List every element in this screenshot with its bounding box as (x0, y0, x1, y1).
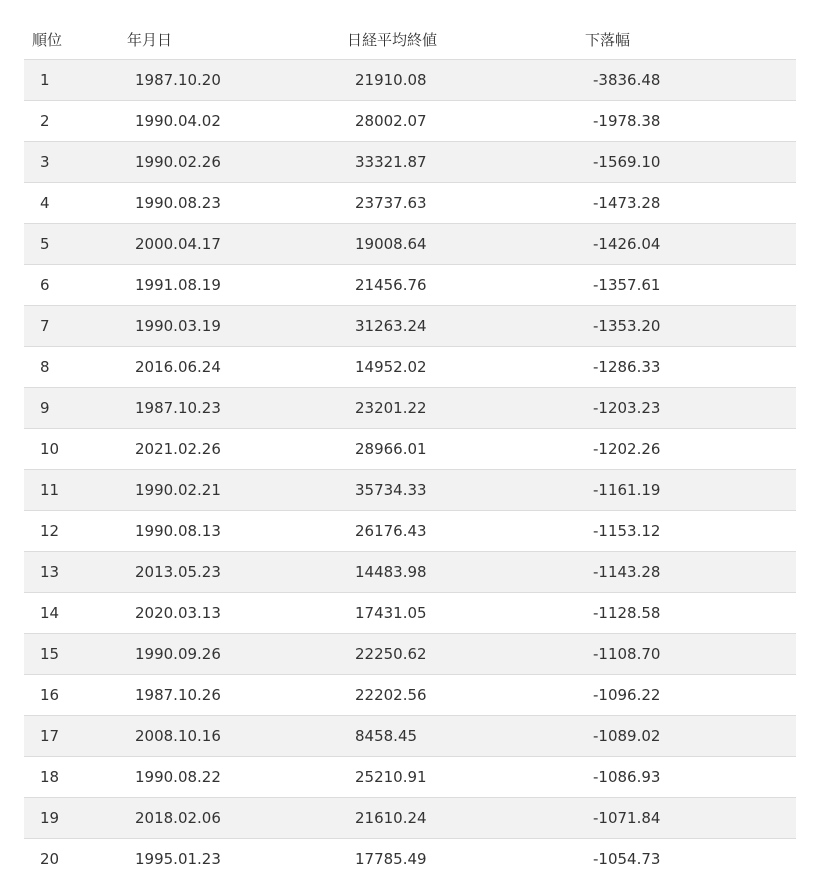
header-drop: 下落幅 (577, 19, 796, 60)
cell-drop: -1108.70 (577, 634, 796, 675)
table-row (24, 183, 796, 224)
cell-close: 31263.24 (339, 306, 577, 347)
cell-drop: -3836.48 (577, 60, 796, 101)
header-row (24, 19, 796, 60)
cell-close: 23737.63 (339, 183, 577, 224)
cell-rank: 2 (24, 101, 119, 142)
cell-rank: 9 (24, 388, 119, 429)
cell-close: 17785.49 (339, 839, 577, 879)
cell-close: 28966.01 (339, 429, 577, 470)
cell-date: 1990.03.19 (119, 306, 339, 347)
table-row (24, 224, 796, 265)
cell-drop: -1357.61 (577, 265, 796, 306)
table-row (24, 511, 796, 552)
cell-drop: -1161.19 (577, 470, 796, 511)
cell-rank: 13 (24, 552, 119, 593)
cell-close: 28002.07 (339, 101, 577, 142)
cell-rank: 14 (24, 593, 119, 634)
table-row (24, 593, 796, 634)
cell-drop: -1473.28 (577, 183, 796, 224)
cell-date: 1987.10.26 (119, 675, 339, 716)
table-row (24, 470, 796, 511)
cell-rank: 19 (24, 798, 119, 839)
cell-drop: -1089.02 (577, 716, 796, 757)
cell-rank: 4 (24, 183, 119, 224)
cell-close: 21910.08 (339, 60, 577, 101)
cell-close: 14483.98 (339, 552, 577, 593)
cell-close: 22250.62 (339, 634, 577, 675)
cell-close: 8458.45 (339, 716, 577, 757)
cell-close: 35734.33 (339, 470, 577, 511)
header-date: 年月日 (119, 19, 339, 60)
table-row (24, 306, 796, 347)
table-header (24, 19, 796, 60)
cell-rank: 1 (24, 60, 119, 101)
cell-date: 1990.08.13 (119, 511, 339, 552)
cell-drop: -1096.22 (577, 675, 796, 716)
table-row (24, 716, 796, 757)
cell-date: 1987.10.20 (119, 60, 339, 101)
cell-date: 2008.10.16 (119, 716, 339, 757)
cell-close: 23201.22 (339, 388, 577, 429)
cell-date: 1990.09.26 (119, 634, 339, 675)
cell-rank: 3 (24, 142, 119, 183)
cell-drop: -1426.04 (577, 224, 796, 265)
cell-drop: -1143.28 (577, 552, 796, 593)
cell-rank: 8 (24, 347, 119, 388)
cell-drop: -1128.58 (577, 593, 796, 634)
table-row (24, 757, 796, 798)
cell-rank: 5 (24, 224, 119, 265)
header-rank: 順位 (24, 19, 119, 60)
table-row (24, 347, 796, 388)
nikkei-drop-ranking-table (24, 19, 796, 879)
cell-rank: 7 (24, 306, 119, 347)
cell-date: 1991.08.19 (119, 265, 339, 306)
cell-date: 1990.08.22 (119, 757, 339, 798)
table-row (24, 429, 796, 470)
cell-date: 1995.01.23 (119, 839, 339, 879)
cell-drop: -1286.33 (577, 347, 796, 388)
table-row (24, 798, 796, 839)
cell-close: 21456.76 (339, 265, 577, 306)
table-row (24, 388, 796, 429)
cell-date: 2000.04.17 (119, 224, 339, 265)
cell-close: 19008.64 (339, 224, 577, 265)
table-body (24, 60, 796, 879)
cell-drop: -1054.73 (577, 839, 796, 879)
table-row (24, 265, 796, 306)
cell-close: 14952.02 (339, 347, 577, 388)
cell-drop: -1569.10 (577, 142, 796, 183)
cell-rank: 18 (24, 757, 119, 798)
cell-date: 1987.10.23 (119, 388, 339, 429)
table-row (24, 142, 796, 183)
cell-close: 33321.87 (339, 142, 577, 183)
cell-date: 2016.06.24 (119, 347, 339, 388)
table-row (24, 675, 796, 716)
cell-close: 22202.56 (339, 675, 577, 716)
cell-date: 2013.05.23 (119, 552, 339, 593)
cell-date: 1990.02.21 (119, 470, 339, 511)
cell-rank: 6 (24, 265, 119, 306)
cell-rank: 20 (24, 839, 119, 879)
cell-date: 1990.08.23 (119, 183, 339, 224)
cell-date: 1990.02.26 (119, 142, 339, 183)
cell-close: 25210.91 (339, 757, 577, 798)
table-row (24, 101, 796, 142)
cell-close: 17431.05 (339, 593, 577, 634)
cell-close: 21610.24 (339, 798, 577, 839)
cell-date: 2021.02.26 (119, 429, 339, 470)
cell-drop: -1071.84 (577, 798, 796, 839)
cell-date: 2020.03.13 (119, 593, 339, 634)
cell-drop: -1153.12 (577, 511, 796, 552)
table-row (24, 60, 796, 101)
table-row (24, 839, 796, 879)
cell-rank: 11 (24, 470, 119, 511)
cell-drop: -1978.38 (577, 101, 796, 142)
table-row (24, 634, 796, 675)
cell-close: 26176.43 (339, 511, 577, 552)
cell-drop: -1086.93 (577, 757, 796, 798)
cell-date: 1990.04.02 (119, 101, 339, 142)
cell-rank: 15 (24, 634, 119, 675)
table-row (24, 552, 796, 593)
cell-rank: 10 (24, 429, 119, 470)
cell-rank: 16 (24, 675, 119, 716)
cell-drop: -1353.20 (577, 306, 796, 347)
cell-drop: -1202.26 (577, 429, 796, 470)
cell-date: 2018.02.06 (119, 798, 339, 839)
cell-drop: -1203.23 (577, 388, 796, 429)
header-close: 日経平均終値 (339, 19, 577, 60)
cell-rank: 12 (24, 511, 119, 552)
cell-rank: 17 (24, 716, 119, 757)
